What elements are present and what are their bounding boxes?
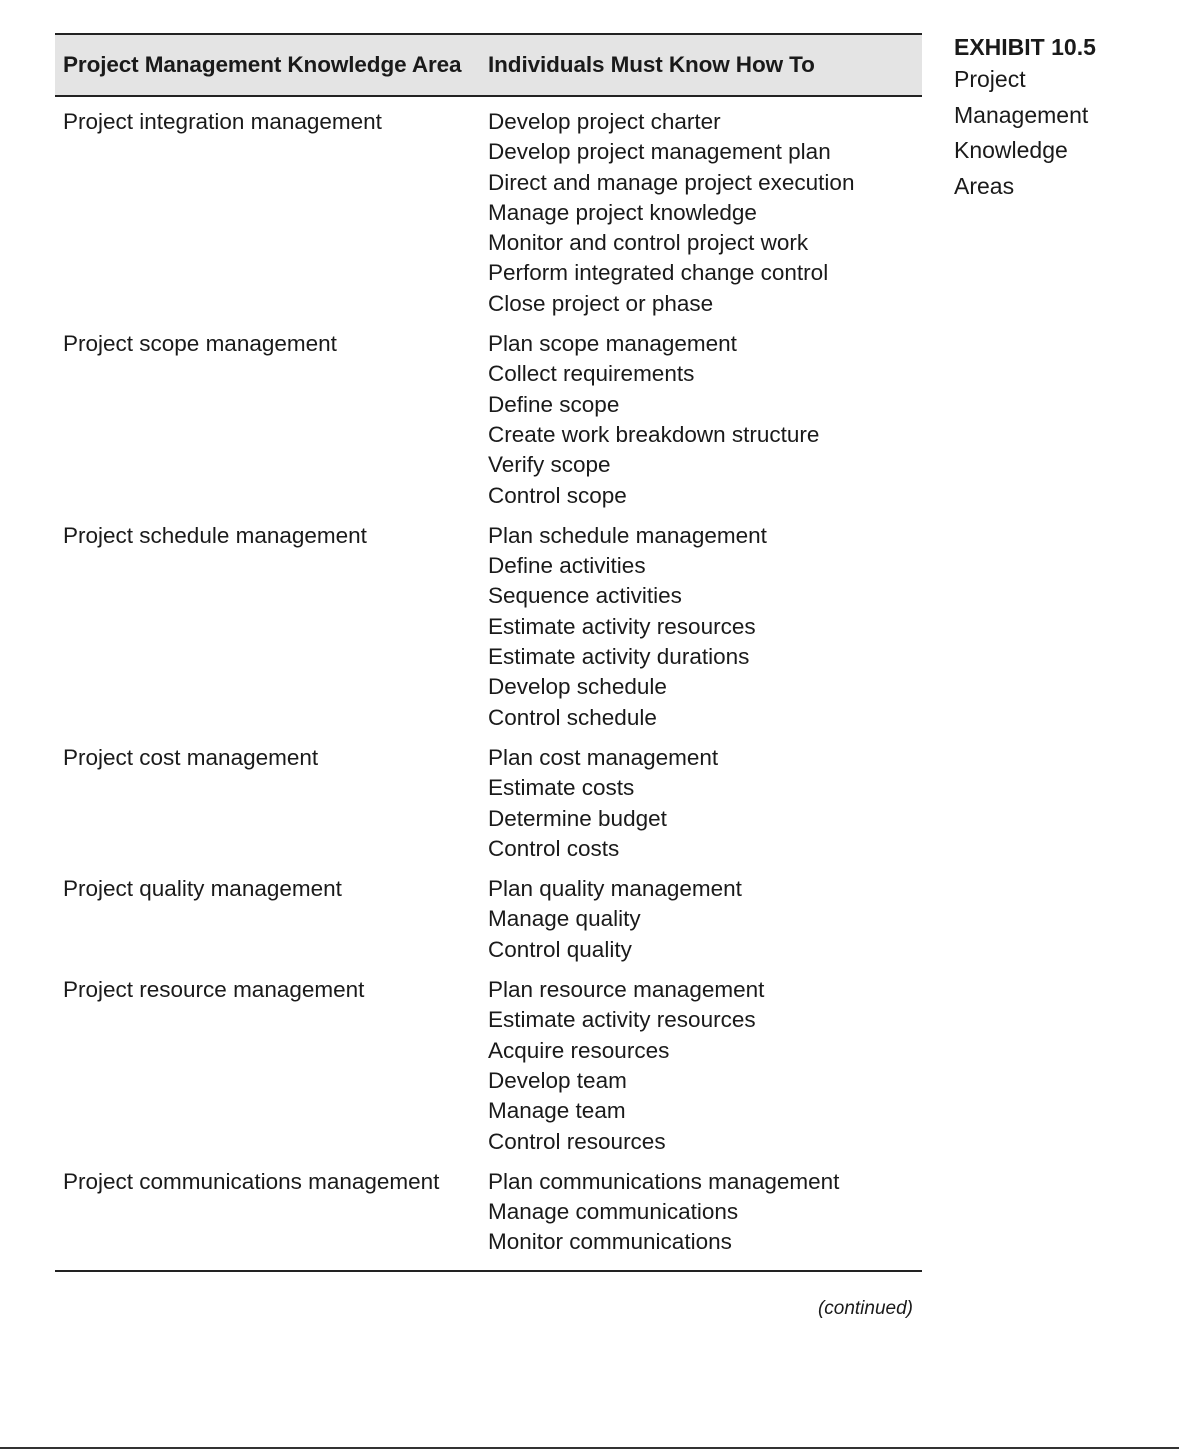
task-item: Determine budget [488,805,667,831]
task-item: Control schedule [488,704,657,730]
task-item: Plan schedule management [488,522,767,548]
task-item: Develop schedule [488,674,667,700]
task-item: Close project or phase [488,290,714,316]
table-row [55,1167,922,1258]
task-item: Verify scope [488,452,611,478]
table-row [55,107,922,319]
task-item: Define scope [488,391,620,417]
exhibit-caption: Project Management Knowledge Areas [954,66,1089,199]
task-item: Manage project knowledge [488,199,757,225]
task-item: Manage team [488,1098,626,1124]
task-item: Plan scope management [488,331,737,357]
task-item: Control resources [488,1128,666,1154]
task-item: Plan resource management [488,977,765,1003]
knowledge-area-cell: Project scope management [63,331,337,357]
task-item: Plan quality management [488,876,742,902]
knowledge-area-cell: Project integration management [63,109,382,134]
tasks-cell [488,975,922,1157]
task-item: Direct and manage project execution [488,169,855,195]
knowledge-area-cell: Project resource management [63,977,365,1003]
task-item: Perform integrated change control [488,260,829,286]
header-knowledge-area: Project Management Knowledge Area [63,52,462,77]
table-header [55,35,922,97]
task-item: Monitor and control project work [488,230,809,256]
task-item: Acquire resources [488,1037,670,1063]
tasks-cell [488,521,922,733]
task-item: Plan communications management [488,1168,840,1194]
task-item: Manage communications [488,1199,739,1225]
exhibit-sidebar [954,32,1154,204]
tasks-cell [488,743,922,864]
task-item: Estimate costs [488,775,635,801]
table-row [55,743,922,864]
knowledge-area-cell: Project schedule management [63,522,367,548]
table-row [55,521,922,733]
task-item: Control scope [488,482,627,508]
task-item: Plan cost management [488,744,719,770]
exhibit-label: EXHIBIT 10.5 [954,34,1096,60]
task-item: Sequence activities [488,583,682,609]
task-item: Collect requirements [488,361,695,387]
continued-note: (continued) [817,1298,913,1319]
task-item: Estimate activity resources [488,1007,756,1033]
table-row [55,874,922,965]
knowledge-area-cell: Project cost management [63,744,319,770]
task-item: Control quality [488,936,632,962]
task-item: Develop project charter [488,109,721,134]
tasks-cell [488,107,922,319]
table-bottom-rule [55,1270,922,1272]
header-individuals-must-know: Individuals Must Know How To [488,52,815,77]
task-item: Manage quality [488,906,641,932]
tasks-cell [488,1167,922,1258]
task-item: Monitor communications [488,1229,732,1255]
table-row [55,329,922,511]
knowledge-area-cell: Project communications management [63,1168,440,1194]
table-row [55,975,922,1157]
task-item: Control costs [488,835,620,861]
task-item: Develop team [488,1067,627,1093]
page-bottom-rule [0,1447,1179,1449]
task-item: Define activities [488,553,646,579]
task-item: Estimate activity resources [488,613,756,639]
task-item: Estimate activity durations [488,644,750,670]
knowledge-area-cell: Project quality management [63,876,342,902]
task-item: Create work breakdown structure [488,421,820,447]
task-item: Develop project management plan [488,139,831,165]
knowledge-areas-table [55,33,922,1272]
tasks-cell [488,329,922,511]
tasks-cell [488,874,922,965]
table-body [55,97,922,1270]
